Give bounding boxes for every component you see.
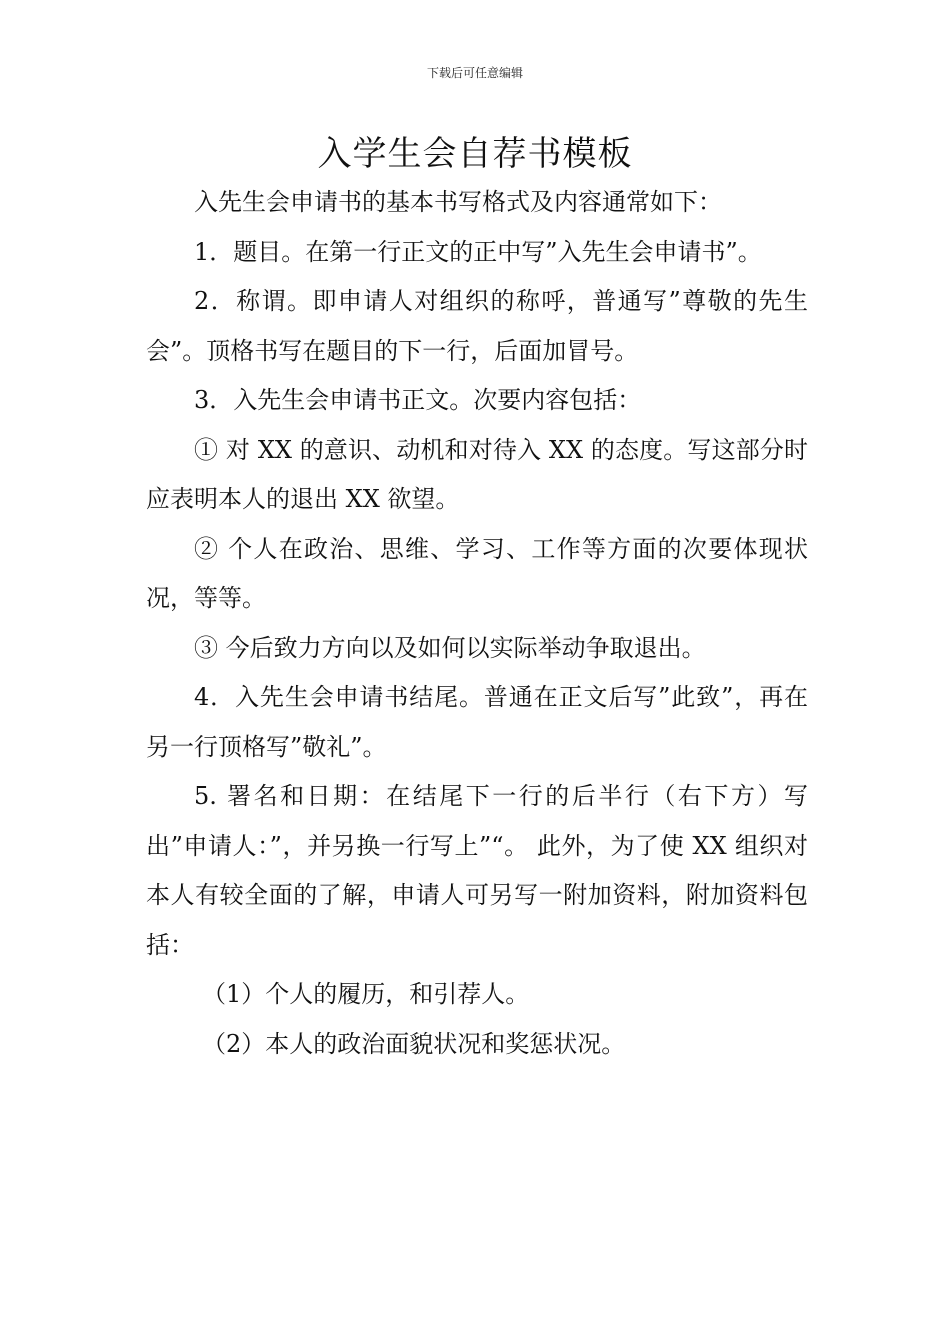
item-5-paragraph: 5. 署名和日期：在结尾下一行的后半行（右下方）写出”申请人：”，并另换一行写上”“。 此外，为了使 XX 组织对本人有较全面的了解，申请人可另写一附加资料，附加资料包括： — [146, 782, 808, 959]
item-3-paragraph: 3．入先生会申请书正文。次要内容包括： — [194, 386, 642, 414]
item-1-paragraph: 1．题目。在第一行正文的正中写”入先生会申请书”。 — [194, 237, 762, 266]
item-4-paragraph: 4．入先生会申请书结尾。普通在正文后写”此致”，再在另一行顶格写”敬礼”。 — [146, 683, 808, 761]
document-title: 入学生会自荐书模板 — [317, 134, 633, 174]
document-body — [146, 178, 808, 1069]
attachment-1-paragraph: （1）个人的履历，和引荐人。 — [202, 980, 530, 1008]
subitem-3-paragraph: ③ 今后致力方向以及如何以实际举动争取退出。 — [194, 633, 706, 662]
subitem-2-paragraph: ② 个人在政治、思维、学习、工作等方面的次要体现状况，等等。 — [146, 534, 808, 612]
attachment-2-paragraph: （2）本人的政治面貌状况和奖惩状况。 — [202, 1029, 626, 1058]
header-note: 下载后可任意编辑 — [426, 66, 523, 80]
item-2-paragraph: 2．称谓。即申请人对组织的称呼，普通写”尊敬的先生会”。顶格书写在题目的下一行，后面加冒号。 — [146, 287, 808, 365]
subitem-1-paragraph: ① 对 XX 的意识、动机和对待入 XX 的态度。写这部分时应表明本人的退出 XX 欲望。 — [146, 435, 808, 513]
intro-paragraph: 入先生会申请书的基本书写格式及内容通常如下： — [194, 188, 722, 216]
